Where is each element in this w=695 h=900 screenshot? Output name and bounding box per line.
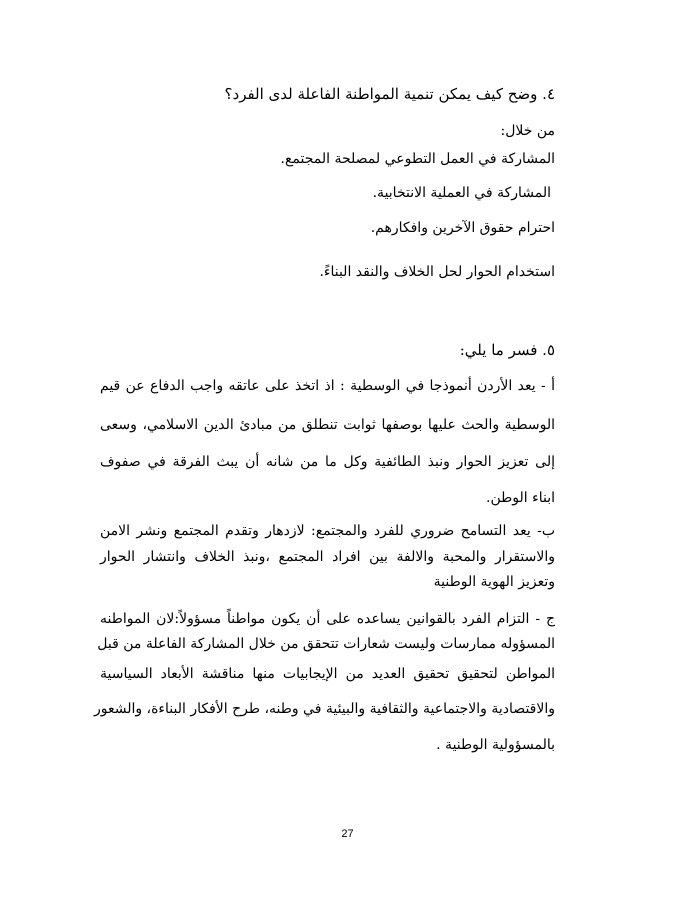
question-5-title: ٥. فسر ما يلي: [459, 341, 555, 359]
answer-a-line: ابناء الوطن. [486, 490, 555, 506]
answer-b-line: ب- يعد التسامح ضروري للفرد والمجتمع: لازدهار وتقدم المجتمع ونشر الامن [100, 523, 555, 539]
answer-c-line: المواطن لتحقيق تحقيق العديد من الإيجابيات منها مناقشة الأبعاد السياسية [100, 666, 555, 682]
question-4-title: ٤. وضح كيف يمكن تنمية المواطنة الفاعلة لدى الفرد؟ [224, 85, 555, 103]
page-number: 27 [341, 828, 354, 840]
answer-b-line: وتعزيز الهوية الوطنية [433, 574, 555, 590]
answer-c-line: بالمسؤولية الوطنية . [436, 737, 555, 753]
answer-a-line: إلى تعزيز الحوار ونبذ الطائفية وكل ما من شانه أن يبث الفرقة في صفوف [100, 454, 555, 470]
answer-c-line: المسؤوله ممارسات وليست شعارات تتحقق من خلال المشاركة الفاعلة من قبل [97, 636, 555, 652]
answer-c-line: والاقتصادية والاجتماعية والثقافية والبيئية في وطنه، طرح الأفكار البناءة، والشعور [93, 701, 555, 717]
question-4-point: احترام حقوق الآخرين وافكارهم. [370, 220, 555, 236]
question-4-point: استخدام الحوار لحل الخلاف والنقد البناءً. [319, 264, 555, 280]
question-4-point: المشاركة في العملية الانتخابية. [372, 185, 551, 201]
answer-b-line: والاستقرار والمحبة والالفة بين افراد المجتمع ،ونبذ الخلاف وانتشار الحوار [100, 549, 555, 565]
answer-a-line: أ - يعد الأردن أنموذجا في الوسطية : اذ اتخذ على عاتقه واجب الدفاع عن قيم [100, 378, 555, 394]
question-4-point: المشاركة في العمل التطوعي لمصلحة المجتمع. [280, 151, 555, 167]
question-4-intro: من خلال: [500, 123, 555, 139]
answer-a-line: الوسطية والحث عليها بوصفها ثوابت تنطلق من مبادئ الدين الاسلامي، وسعى [100, 417, 555, 433]
answer-c-line: ج - التزام الفرد بالقوانين يساعده على أن يكون مواطناً مسؤولاً:لان المواطنه [100, 611, 555, 627]
